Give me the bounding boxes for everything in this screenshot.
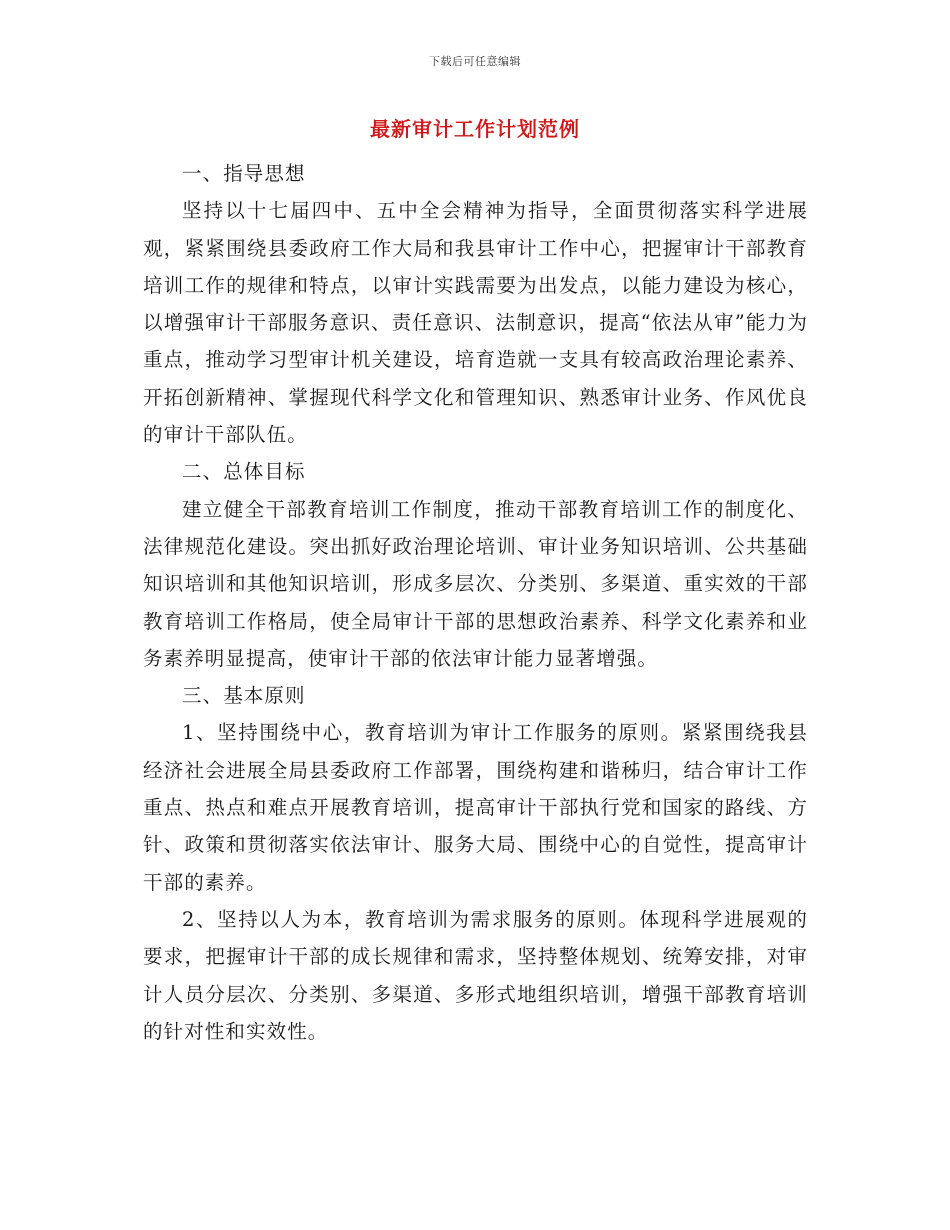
paragraph-overall-goal: 建立健全干部教育培训工作制度，推动干部教育培训工作的制度化、法律规范化建设。突出抓好政治理论培训、审计业务知识培训、公共基础知识培训和其他知识培训，形成多层次、分类别、多渠道、重实效的干部教育培训工作格局，使全局审计干部的思想政治素养、科学文化素养和业务素养明显提高，使审计干部的依法审计能力显著增强。 bbox=[143, 497, 808, 670]
section-heading-guiding-ideology: 一、指导思想 bbox=[182, 162, 306, 185]
paragraph-principle-1: 1、坚持围绕中心，教育培训为审计工作服务的原则。紧紧围绕我县经济社会进展全局县委政府工作部署，围绕构建和谐秭归，结合审计工作重点、热点和难点开展教育培训，提高审计干部执行党和国家的路线、方针、政策和贯彻落实依法审计、服务大局、围绕中心的自觉性，提高审计干部的素养。 bbox=[143, 721, 808, 894]
header-note: 下载后可任意编辑 bbox=[429, 55, 521, 68]
paragraph-guiding-ideology: 坚持以十七届四中、五中全会精神为指导，全面贯彻落实科学进展观，紧紧围绕县委政府工作大局和我县审计工作中心，把握审计干部教育培训工作的规律和特点，以审计实践需要为出发点，以能力建设为核心，以增强审计干部服务意识、责任意识、法制意识，提高“依法从审”能力为重点，推动学习型审计机关建设，培育造就一支具有较高政治理论素养、开拓创新精神、掌握现代科学文化和管理知识、熟悉审计业务、作风优良的审计干部队伍。 bbox=[143, 199, 808, 447]
section-heading-basic-principles: 三、基本原则 bbox=[182, 684, 306, 708]
document-body bbox=[143, 155, 808, 1050]
document-title: 最新审计工作计划范例 bbox=[370, 117, 580, 141]
section-heading-overall-goal: 二、总体目标 bbox=[182, 460, 306, 484]
paragraph-principle-2: 2、坚持以人为本，教育培训为需求服务的原则。体现科学进展观的要求，把握审计干部的成长规律和需求，坚持整体规划、统筹安排，对审计人员分层次、分类别、多渠道、多形式地组织培训，增强干部教育培训的针对性和实效性。 bbox=[143, 907, 808, 1043]
